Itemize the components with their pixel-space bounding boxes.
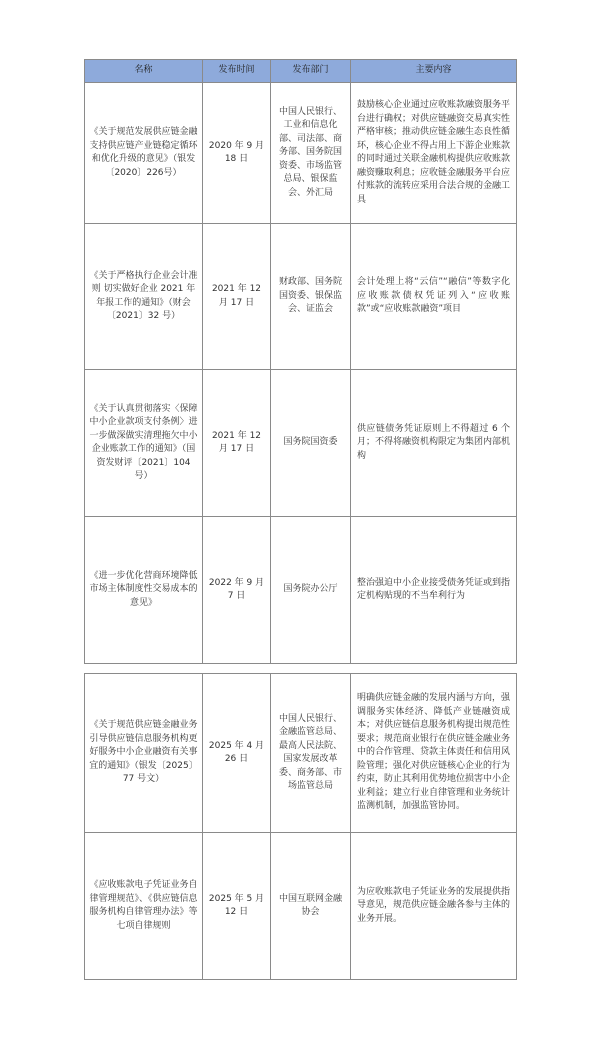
policy-table <box>84 59 517 664</box>
header-dept: 发布部门 <box>271 60 351 83</box>
row-name: 《关于认真贯彻落实〈保障中小企业款项支付条例〉进一步做深做实清理拖欠中小企业账款工作的通知》（国资发财评〔2021〕104 号） <box>85 370 203 517</box>
row-dept: 国务院办公厅 <box>271 517 351 664</box>
row-name: 《关于规范发展供应链金融支持供应链产业链稳定循环和优化升级的意见》（银发〔2020〕226号） <box>85 83 203 224</box>
row-content: 会计处理上将“云信”“融信”等数字化应收账款债权凭证列入“应收账款”或“应收账款融资”项目 <box>351 224 517 370</box>
table-row <box>85 83 517 224</box>
table-row <box>85 674 517 833</box>
row-name: 《进一步优化营商环境降低市场主体制度性交易成本的意见》 <box>85 517 203 664</box>
row-content: 供应链债务凭证原则上不得超过 6 个月；不得将融资机构限定为集团内部机构 <box>351 370 517 517</box>
row-dept: 中国人民银行、金融监管总局、最高人民法院、国家发展改革委、商务部、市场监管总局 <box>271 674 351 833</box>
row-name: 《关于规范供应链金融业务引导供应链信息服务机构更好服务中小企业融资有关事宜的通知》（银发〔2025〕77 号文） <box>85 674 203 833</box>
header-name: 名称 <box>85 60 203 83</box>
row-dept: 国务院国资委 <box>271 370 351 517</box>
row-dept: 中国人民银行、工业和信息化部、司法部、商务部、国务院国资委、市场监管总局、银保监会、外汇局 <box>271 83 351 224</box>
header-date: 发布时间 <box>203 60 271 83</box>
row-content: 明确供应链金融的发展内涵与方向，强调服务实体经济、降低产业链融资成本；对供应链信息服务机构提出规范性要求；规范商业银行在供应链金融业务中的合作管理、贷款主体责任和信用风险管理；强化对供应链核心企业的行为约束，防止其利用优势地位损害中小企业利益；建立行业自律管理和业务统计监测机制，加强监管协同。 <box>351 674 517 833</box>
row-date: 2022 年 9 月 7 日 <box>203 517 271 664</box>
table-header-row <box>85 60 517 83</box>
header-content: 主要内容 <box>351 60 517 83</box>
row-name: 《应收账款电子凭证业务自律管理规范》、《供应链信息服务机构自律管理办法》等七项自律规则 <box>85 833 203 980</box>
row-date: 2025 年 5 月 12 日 <box>203 833 271 980</box>
table-row <box>85 833 517 980</box>
row-date: 2021 年 12 月 17 日 <box>203 370 271 517</box>
row-content: 鼓励核心企业通过应收账款融资服务平台进行确权；对供应链融资交易真实性严格审核；推动供应链金融生态良性循环，核心企业不得占用上下游企业账款的同时通过关联金融机构提供应收账款融资赚取利息；应收链金融服务平台应付账款的流转应采用合法合规的金融工具 <box>351 83 517 224</box>
row-dept: 财政部、国务院国资委、银保监会、证监会 <box>271 224 351 370</box>
row-date: 2021 年 12 月 17 日 <box>203 224 271 370</box>
row-name: 《关于严格执行企业会计准则 切实做好企业 2021 年年报工作的通知》（财会〔2021〕32 号） <box>85 224 203 370</box>
policy-table-continued <box>84 673 517 980</box>
row-dept: 中国互联网金融协会 <box>271 833 351 980</box>
table-row <box>85 370 517 517</box>
table-row <box>85 224 517 370</box>
row-content: 为应收账款电子凭证业务的发展提供指导意见，规范供应链金融各参与主体的业务开展。 <box>351 833 517 980</box>
row-content: 整治强迫中小企业接受债务凭证或到指定机构贴现的不当牟利行为 <box>351 517 517 664</box>
row-date: 2020 年 9 月 18 日 <box>203 83 271 224</box>
table-row <box>85 517 517 664</box>
row-date: 2025 年 4 月 26 日 <box>203 674 271 833</box>
